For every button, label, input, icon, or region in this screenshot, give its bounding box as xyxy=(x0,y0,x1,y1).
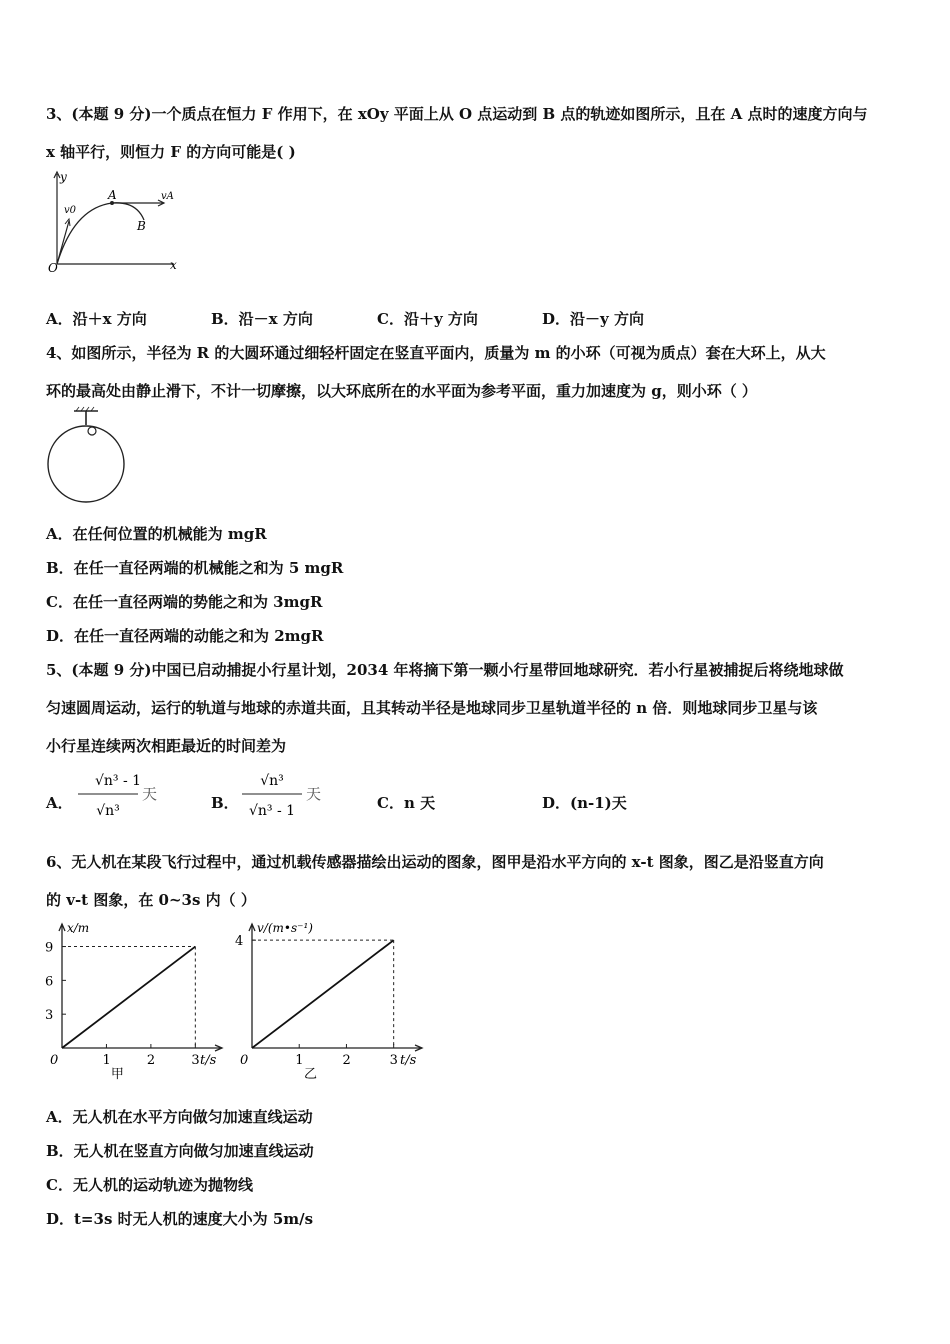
jia-xtick-label: 0 xyxy=(50,1053,59,1068)
q5-fraction-b-numerator: √n³ xyxy=(260,773,284,789)
yi-xtick-label: 1 xyxy=(295,1053,304,1068)
q5-option-a-fraction xyxy=(72,762,164,826)
yi-xtick-label: 0 xyxy=(240,1053,249,1068)
q5-option-b-label[interactable]: B． xyxy=(211,794,239,812)
yi-ytick-label: 4 xyxy=(235,934,244,950)
q4-ring-figure xyxy=(44,406,134,506)
q3-line2: x 轴平行，则恒力 F 的方向可能是( ) xyxy=(46,143,296,161)
q3-fig-b-label: B xyxy=(137,219,146,233)
yi-chart-title: 乙 xyxy=(303,1067,317,1082)
q4-line2: 环的最高处由静止滑下，不计一切摩擦，以大环底所在的水平面为参考平面，重力加速度为 g，则小环（ ） xyxy=(46,382,757,400)
yi-y-axis-label: v/(m•s⁻¹) xyxy=(257,921,313,935)
q3-option-d[interactable]: D．沿－y 方向 xyxy=(542,310,644,328)
q4-option-b[interactable]: B．在任一直径两端的机械能之和为 5 mgR xyxy=(46,559,344,577)
q5-fraction-b-unit: 天 xyxy=(306,785,322,803)
q6-option-d[interactable]: D．t=3s 时无人机的速度大小为 5m/s xyxy=(46,1210,314,1228)
q5-line1: 5、(本题 9 分)中国已启动捕捉小行星计划，2034 年将摘下第一颗小行星带回地球研究．若小行星被捕捉后将绕地球做 xyxy=(46,661,844,679)
jia-xtick-label: 1 xyxy=(102,1053,111,1068)
q6-option-a[interactable]: A．无人机在水平方向做匀加速直线运动 xyxy=(46,1108,313,1126)
q3-fig-a-label: A xyxy=(108,188,117,202)
q5-fraction-a-unit: 天 xyxy=(142,785,158,803)
q5-option-a-label[interactable]: A． xyxy=(46,794,73,812)
q3-line1: 3、(本题 9 分)一个质点在恒力 F 作用下，在 xOy 平面上从 O 点运动到 B 点的轨迹如图所示，且在 A 点时的速度方向与 xyxy=(46,105,868,123)
yi-xtick-label: 3 xyxy=(389,1053,398,1068)
q5-option-b-fraction xyxy=(236,762,328,826)
q6-chart-jia xyxy=(40,918,230,1086)
q3-fig-x-label: x xyxy=(170,258,177,272)
q6-option-c[interactable]: C．无人机的运动轨迹为抛物线 xyxy=(46,1176,253,1194)
q5-fraction-a-denominator: √n³ xyxy=(96,803,120,819)
jia-xtick-label: 2 xyxy=(146,1053,156,1068)
q3-option-c[interactable]: C．沿＋y 方向 xyxy=(377,310,478,328)
q3-fig-va-label: vA xyxy=(161,191,174,202)
jia-ytick-label: 3 xyxy=(45,1008,54,1024)
jia-y-axis-label: x/m xyxy=(67,921,90,935)
q5-fraction-b-denominator: √n³ - 1 xyxy=(248,803,296,819)
q4-option-d[interactable]: D．在任一直径两端的动能之和为 2mgR xyxy=(46,627,324,645)
q5-fraction-a-numerator: √n³ - 1 xyxy=(94,773,142,789)
q6-chart-yi xyxy=(230,918,430,1086)
jia-ytick-label: 6 xyxy=(45,974,54,990)
q3-option-b[interactable]: B．沿－x 方向 xyxy=(211,310,313,328)
q5-line2: 匀速圆周运动，运行的轨道与地球的赤道共面，且其转动半径是地球同步卫星轨道半径的 n 倍．则地球同步卫星与该 xyxy=(46,699,818,717)
yi-data-line xyxy=(252,940,394,1048)
jia-x-axis-label: t/s xyxy=(200,1053,217,1068)
q6-line2: 的 v-t 图象，在 0~3s 内（ ） xyxy=(46,891,256,909)
yi-x-axis-label: t/s xyxy=(400,1053,417,1068)
q3-fig-v0-label: v0 xyxy=(64,205,77,216)
q4-line1: 4、如图所示，半径为 R 的大圆环通过细轻杆固定在竖直平面内，质量为 m 的小环（可视为质点）套在大环上，从大 xyxy=(46,344,826,362)
q5-line3: 小行星连续两次相距最近的时间差为 xyxy=(46,737,287,755)
q5-option-c[interactable]: C．n 天 xyxy=(377,794,436,812)
q4-option-c[interactable]: C．在任一直径两端的势能之和为 3mgR xyxy=(46,593,323,611)
jia-data-line xyxy=(62,947,195,1048)
q3-trajectory-figure xyxy=(44,168,184,278)
jia-ytick-label: 9 xyxy=(45,940,54,956)
q4-option-a[interactable]: A．在任何位置的机械能为 mgR xyxy=(46,525,267,543)
q6-option-b[interactable]: B．无人机在竖直方向做匀加速直线运动 xyxy=(46,1142,314,1160)
q6-line1: 6、无人机在某段飞行过程中，通过机载传感器描绘出运动的图象，图甲是沿水平方向的 x-t 图象，图乙是沿竖直方向 xyxy=(46,853,824,871)
q3-fig-o-label: O xyxy=(48,261,58,275)
yi-xtick-label: 2 xyxy=(342,1053,351,1068)
jia-chart-title: 甲 xyxy=(110,1067,124,1082)
q3-fig-y-label: y xyxy=(60,170,67,184)
jia-xtick-label: 3 xyxy=(191,1053,200,1068)
q3-option-a[interactable]: A．沿＋x 方向 xyxy=(46,310,147,328)
q5-option-d[interactable]: D．(n-1)天 xyxy=(542,794,627,812)
